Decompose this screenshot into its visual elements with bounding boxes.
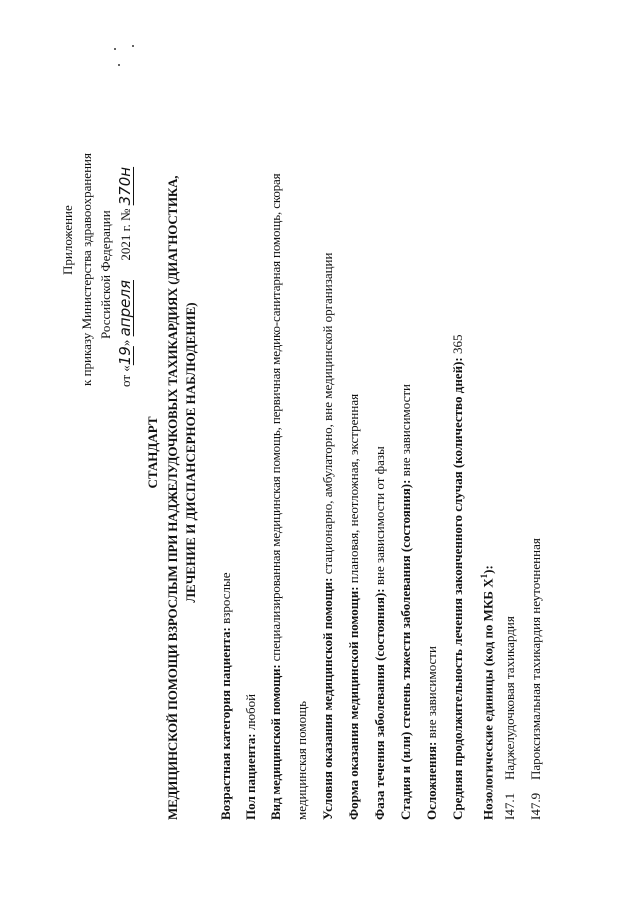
order-date-line — [115, 167, 136, 387]
field-care-type-continued: медицинская помощь — [294, 700, 309, 820]
scan-speck — [132, 45, 134, 47]
field-stage — [398, 384, 414, 820]
field-label: Условия оказания медицинской помощи: — [320, 577, 335, 820]
field-phase — [372, 446, 388, 820]
field-duration — [450, 335, 466, 820]
field-label-end: ): — [480, 565, 496, 574]
scan-speck — [114, 48, 116, 50]
field-value: плановая, неотложная, экстренная — [346, 393, 361, 587]
appendix-label: Приложение — [60, 205, 75, 275]
field-label: Стадия и (или) степень тяжести заболевания (состояния): — [398, 479, 413, 820]
nosology-row — [528, 538, 544, 820]
federation-line: Российской Федерации — [98, 210, 113, 339]
field-value: стационарно, амбулаторно, вне медицинской организации — [320, 252, 335, 578]
field-age — [218, 573, 234, 820]
order-line: к приказу Министерства здравоохранения — [79, 153, 94, 386]
field-value: любой — [243, 693, 258, 734]
field-conditions — [320, 253, 336, 820]
field-label: Пол пациента: — [243, 733, 258, 820]
field-value: 365 — [450, 334, 465, 358]
standard-title-line1: МЕДИЦИНСКОЙ ПОМОЩИ ВЗРОСЛЫМ ПРИ НАДЖЕЛУДОЧКОВЫХ ТАХИКАРДИЯХ (ДИАГНОСТИКА, — [165, 175, 180, 820]
date-year: 2021 г. № — [118, 208, 133, 261]
field-form — [346, 394, 362, 820]
field-sex — [243, 694, 259, 820]
order-number-handwritten: 370н — [116, 166, 134, 206]
field-label: Вид медицинской помощи: — [268, 664, 283, 820]
field-label: Осложнения: — [424, 741, 439, 820]
nosology-code: I47.1 — [502, 792, 517, 820]
field-label: Нозологические единицы (код по МКБ X — [480, 578, 496, 820]
field-nosology — [476, 565, 496, 820]
field-label: Форма оказания медицинской помощи: — [346, 586, 361, 820]
field-value: вне зависимости — [398, 384, 413, 480]
date-day-handwritten: 19 — [116, 346, 134, 366]
field-label: Фаза течения заболевания (состояния): — [372, 588, 387, 820]
field-value: взрослые — [218, 572, 233, 628]
date-mid: » — [118, 339, 133, 347]
nosology-code: I47.9 — [528, 792, 543, 820]
standard-title-word: СТАНДАРТ — [145, 416, 160, 489]
nosology-name: Пароксизмальная тахикардия неуточненная — [528, 538, 543, 780]
footnote-marker: 1 — [479, 573, 489, 579]
date-month-handwritten: апреля — [116, 280, 134, 337]
field-value: специализированная медицинская помощь, первичная медико-санитарная помощь, скорая — [268, 173, 283, 665]
standard-title-line2: ЛЕЧЕНИЕ И ДИСПАНСЕРНОЕ НАБЛЮДЕНИЕ) — [183, 302, 198, 603]
field-care-type — [268, 174, 284, 820]
nosology-row — [502, 616, 518, 820]
field-complications — [424, 646, 440, 820]
date-prefix: от « — [118, 365, 133, 387]
field-label: Средняя продолжительность лечения законченного случая (количество дней): — [450, 357, 465, 820]
field-value: вне зависимости — [424, 646, 439, 742]
field-label: Возрастная категория пациента: — [218, 627, 233, 820]
nosology-name: Наджелудочковая тахикардия — [502, 616, 517, 780]
field-value: вне зависимости от фазы — [372, 446, 387, 589]
scan-speck — [118, 64, 120, 66]
